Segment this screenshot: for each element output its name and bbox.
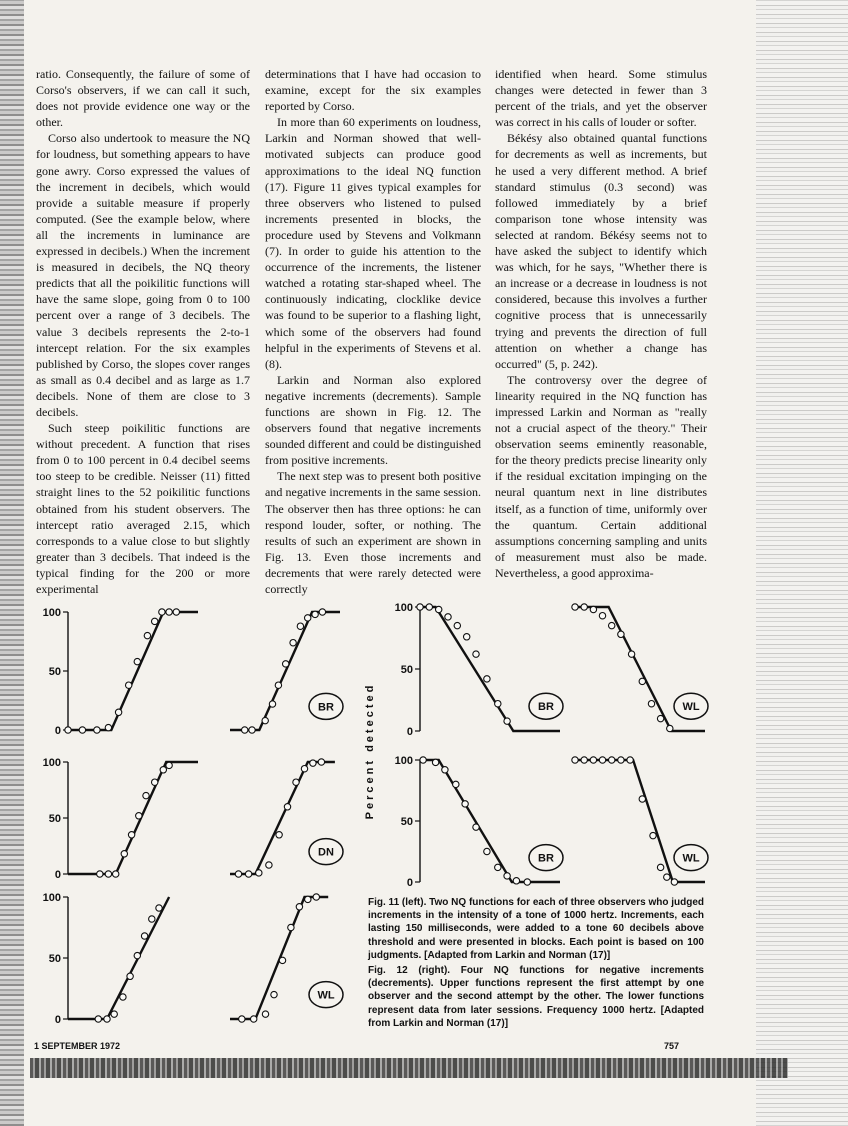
data-point [599,613,605,619]
chart-panel-svg [394,602,560,738]
data-point [160,767,166,773]
observer-label: DN [318,846,334,859]
data-point [426,604,432,610]
data-point [572,604,578,610]
y-tick-label: 0 [406,877,413,889]
paragraph: identified when heard. Some stimulus changes were detected in fewer than 3 percent of the trials, and yet the observer was correct in his calls of louder or softer. [495,67,707,130]
data-point [251,1016,257,1022]
data-point [173,609,179,615]
observer-label: BR [318,701,334,714]
data-point [628,651,634,657]
data-point [269,701,275,707]
fig11-panel-middle-left [42,757,198,881]
paragraph: The controversy over the degree of linearity required in the NQ function has impressed Larkin and Norman as "really not a crucial aspect of the theory." Their observation seems eminently reasonable, for the theory predicts precise linearity only if the residual excitation impinging on the neural quantum next in line distributes itself, as a function of time, uniformly over the quantum. Certain additional assumptions concerning sampling and units of measurement must also be made. Nevertheless, a good approxima- [495,372,707,580]
paragraph: Corso also undertook to measure the NQ for loudness, but something appears to have gone awry. Corso expressed the values of the increment in decibels, which would provide a suitable measure if properly computed. (See the example below, where all the increments in luminance are expressed in decibels.) When the increment is measured in decibels, the NQ theory predicts that all the poikilitic functions will have the same slope, going from 0 to 100 percent over a range of 3 decibels. The value 3 decibels represents the 2-to-1 intercept relation. For the six examples published by Corso, the slopes cover ranges as small as 0.4 decibel and as large as 1.7 decibels. None of them are close to 3 decibels. [36,131,250,419]
data-point [417,604,423,610]
data-point [94,727,100,733]
data-point [120,994,126,1000]
data-point [239,1016,245,1022]
data-point [245,871,251,877]
data-point [152,779,158,785]
y-tick-label: 100 [42,892,61,904]
data-point [513,878,519,884]
fitted-nq-line [68,612,198,730]
y-tick-label: 100 [42,607,61,619]
scan-edge-right [756,0,848,1126]
text-column-1 [36,66,250,597]
data-point [305,896,311,902]
observer-label: WL [682,852,700,865]
chart-panel-svg [42,607,198,737]
data-point [504,718,510,724]
chart-panel-svg [42,892,198,1026]
fitted-nq-line [68,897,169,1019]
data-point [420,757,426,763]
data-point [271,991,277,997]
data-point [454,622,460,628]
chart-panel-svg [575,607,705,731]
y-tick-label: 50 [48,813,61,825]
y-tick-label: 0 [54,725,61,737]
data-point [310,760,316,766]
data-point [667,725,673,731]
data-point [318,759,324,765]
data-point [79,727,85,733]
data-point [275,682,281,688]
paragraph: Békésy also obtained quantal functions for decrements as well as increments, but he used a very different method. A brief standard stimulus (0.3 second) was followed immediately by a brief comparison tone whose intensity was selected at random. Békésy seems not to have asked the subject to identify which was which, for he says, "Whether there is an increase or a decrease in loudness is not considered, because this involves a further cognitive process that is unnecessarily trying and prevents the direction of full attention on whether a change has occurred" (5, p. 242). [495,131,707,371]
data-point [319,609,325,615]
data-point [235,871,241,877]
y-tick-label: 0 [54,869,61,881]
y-tick-label: 100 [394,755,413,767]
chart-panel-svg [394,755,560,889]
data-point [156,905,162,911]
data-point [111,1011,117,1017]
data-point [436,606,442,612]
fig12-panel-lower-right [575,760,705,882]
data-point [276,832,282,838]
data-point [639,678,645,684]
paragraph: determinations that I have had occasion to examine, except for the six examples reported by Corso. [265,67,481,114]
data-point [609,757,615,763]
data-point [115,709,121,715]
data-point [121,851,127,857]
fig12-panel-upper-left [394,602,560,738]
data-point [590,606,596,612]
data-point [166,762,172,768]
data-point [288,924,294,930]
data-point [141,933,147,939]
data-point [581,757,587,763]
observer-label: BR [538,852,554,865]
data-point [290,640,296,646]
y-tick-label: 100 [42,757,61,769]
y-tick-label: 50 [48,666,61,678]
fig11-panel-middle-right [230,762,340,874]
data-point [283,661,289,667]
paragraph: In more than 60 experiments on loudness, Larkin and Norman showed that well-motivated subjects can produce good approximations to the ideal NQ function (17). Figure 11 gives typical examples for three observers who listened to pulsed increments presented in blocks, the procedure used by Stevens and Volkmann (7). In order to guide his attention to the occurrence of the increments, the listener watched a rotating star-shaped wheel. The continuously indicating, clocklike device was found to be superior to a flashing light, which some of the observers had found helpful in the experiments of Stevens et al. (8). [265,115,481,371]
data-point [249,727,255,733]
text-column-3 [495,66,707,581]
fig11-panel-bottom-left [42,892,198,1026]
data-point [279,957,285,963]
observer-label: WL [682,701,700,714]
data-point [671,879,677,885]
data-point [664,874,670,880]
data-point [305,615,311,621]
data-point [524,879,530,885]
data-point [590,757,596,763]
page-number: 757 [664,1041,680,1051]
fitted-nq-line [68,762,198,874]
scan-edge-left [0,0,24,1126]
data-point [126,682,132,688]
data-point [313,894,319,900]
y-tick-label: 0 [54,1014,61,1026]
data-point [296,904,302,910]
data-point [464,634,470,640]
paragraph: The next step was to present both positive and negative increments in the same session. The observer then has three options: he can respond louder, softer, or nothing. The results of such an experiment are shown in Fig. 13. Even those increments and decrements that were rarely detected were correctly [265,469,481,596]
data-point [144,632,150,638]
text-column-2 [265,66,481,597]
data-point [128,832,134,838]
data-point [134,952,140,958]
fig12-panel-lower-left [394,755,560,889]
data-point [495,864,501,870]
data-point [312,611,318,617]
data-point [581,604,587,610]
observer-label: WL [317,989,335,1002]
y-tick-label: 0 [406,726,413,738]
data-point [445,614,451,620]
data-point [97,871,103,877]
data-point [618,631,624,637]
y-tick-label: 50 [400,664,413,676]
data-point [572,757,578,763]
data-point [256,870,262,876]
data-point [113,871,119,877]
data-point [462,801,468,807]
data-point [105,871,111,877]
data-point [495,701,501,707]
fig11-panel-top-right [230,612,340,730]
scan-edge-bottom [30,1058,788,1078]
data-point [293,779,299,785]
data-point [166,609,172,615]
paragraph: Such steep poikilitic functions are without precedent. A function that rises from 0 to 100 percent in 0.4 decibel seems too steep to be credible. Neisser (11) fitted straight lines to the 52 poikilitic functions obtained from his student observers. The intercept ratio averaged 2.15, which corresponds to a value close to but slightly greater than 3 decibels. That indeed is the typical finding for the 200 or more experimental [36,421,250,596]
fig11-panel-bottom-right [230,897,340,1019]
data-point [442,767,448,773]
data-point [453,781,459,787]
data-point [143,792,149,798]
data-point [149,916,155,922]
data-point [65,727,71,733]
fig11-panel-top-left [42,607,198,737]
data-point [432,759,438,765]
data-point [473,824,479,830]
chart-panel-svg [230,612,340,730]
data-point [504,873,510,879]
data-point [609,622,615,628]
chart-panel-svg [575,760,705,882]
data-point [627,757,633,763]
data-point [284,804,290,810]
data-point [657,715,663,721]
y-tick-label: 50 [48,953,61,965]
data-point [262,1011,268,1017]
data-point [473,651,479,657]
data-point [657,864,663,870]
data-point [134,658,140,664]
data-point [104,1016,110,1022]
data-point [159,609,165,615]
data-point [105,724,111,730]
data-point [484,676,490,682]
data-point [599,757,605,763]
data-point [266,862,272,868]
observer-label: BR [538,701,554,714]
paragraph: ratio. Consequently, the failure of some of Corso's observers, if we can call it such, does not provide evidence one way or the other. [36,67,250,130]
data-point [648,701,654,707]
fig11-caption: Fig. 11 (left). Two NQ functions for each of three observers who judged increments in the intensity of a tone of 1000 hertz. Increments, each lasting 150 milliseconds, were added to a tone 60 decibels above threshold and were presented in blocks. Each point is based on 100 judgments. [Adapted from Larkin and Norman (17)] [368,897,704,961]
data-point [618,757,624,763]
data-point [650,832,656,838]
fig12-caption: Fig. 12 (right). Four NQ functions for negative increments (decrements). Upper functions represent the first attempt by one observer and the second attempt by the other. The lower functions represent data from later sessions. Frequency 1000 hertz. [Adapted from Larkin and Norman (17)] [368,965,704,1029]
data-point [127,973,133,979]
data-point [262,717,268,723]
y-tick-label: 100 [394,602,413,614]
paragraph: Larkin and Norman also explored negative increments (decrements). Sample functions are shown in Fig. 12. The observers found that negative increments sounded different and could be distinguished from positive increments. [265,372,481,468]
data-point [639,796,645,802]
chart-panel-svg [230,897,340,1019]
chart-panel-svg [42,757,198,881]
data-point [152,618,158,624]
y-tick-label: 50 [400,816,413,828]
data-point [484,848,490,854]
data-point [136,813,142,819]
fig12-y-axis-label: Percent detected [364,682,376,820]
data-point [95,1016,101,1022]
data-point [297,623,303,629]
footer-date: 1 SEPTEMBER 1972 [34,1041,121,1051]
fig12-panel-upper-right [575,607,705,731]
chart-panel-svg [230,762,340,874]
data-point [242,727,248,733]
data-point [301,766,307,772]
